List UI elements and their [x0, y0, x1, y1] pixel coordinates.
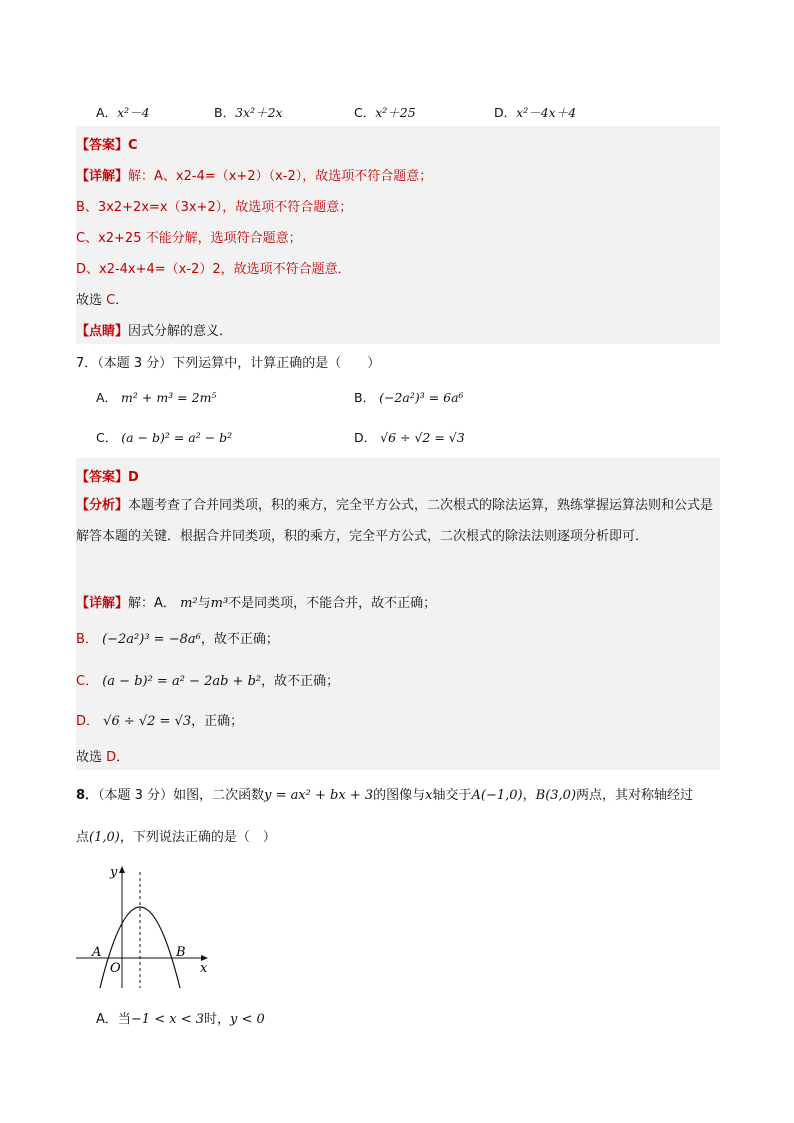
q6-option-c[interactable]: [354, 103, 416, 121]
option-label: A．: [96, 390, 118, 405]
analysis-text: 本题考查了合并同类项，积的乘方，完全平方公式，二次根式的除法运算，熟练掌握运算法则和公式是解答本题的关键．根据合并同类项，积的乘方，完全平方公式，二次根式的除法法则逐项分析即可．: [76, 498, 714, 544]
stem-text: 点: [76, 830, 90, 845]
option-label: B．: [214, 105, 236, 120]
q6-option-b[interactable]: [214, 103, 283, 121]
question-number: 8．: [76, 788, 99, 803]
detail-suffix: ，正确；: [191, 714, 244, 729]
conclusion-letter: C: [106, 293, 116, 308]
stem-var: x: [425, 788, 433, 803]
detail-mid: 与: [197, 596, 211, 611]
option-expr: √6 ÷ √2 = √3: [380, 430, 465, 445]
q8-stem-line-2: [76, 826, 276, 845]
option-expr: (a − b)² = a² − b²: [121, 430, 233, 445]
answer-letter: D: [128, 470, 139, 485]
q6-point: [76, 320, 232, 339]
answer-tag: 【答案】: [76, 138, 129, 153]
stem-text: 轴交于: [432, 788, 472, 803]
q7-answer: [76, 466, 139, 485]
option-expr: x²－4: [117, 105, 150, 120]
q6-detail-line-1: [76, 165, 432, 184]
graph-label-a: A: [92, 945, 102, 960]
option-label: A．: [96, 105, 118, 120]
conclusion-letter: D: [106, 750, 117, 765]
option-expr: 3x²＋2x: [235, 105, 283, 120]
conclusion-end: ．: [115, 293, 129, 308]
graph-label-x: x: [200, 961, 208, 976]
stem-text: 的图像与: [373, 788, 426, 803]
q7-detail-d: [76, 710, 243, 729]
option-label: C．: [354, 105, 376, 120]
graph-label-b: B: [176, 945, 186, 960]
q7-option-d[interactable]: [354, 428, 465, 446]
stem-text: 两点，其对称轴经过: [576, 788, 694, 803]
q7-stem: 7．（本题 3 分）下列运算中，计算正确的是（ ）: [76, 356, 381, 371]
detail-label: D．: [76, 714, 100, 729]
detail-text: 解：A、x2-4=（x+2）（x-2），故选项不符合题意；: [128, 169, 433, 184]
option-expr: y < 0: [230, 1012, 265, 1027]
y-axis-arrow-icon: [119, 866, 125, 873]
option-label: D．: [354, 430, 377, 445]
q6-detail-line-4: D、x2-4x+4=（x-2）2，故选项不符合题意．: [76, 262, 351, 277]
stem-text: ，下列说法正确的是（ ）: [119, 830, 276, 845]
graph-label-y: y: [110, 865, 118, 880]
option-expr: −1 < x < 3: [130, 1012, 204, 1027]
option-expr: (−2a²)³ = 6a⁶: [379, 390, 464, 405]
answer-tag: 【答案】: [76, 470, 129, 485]
q7-detail-a: [76, 592, 436, 611]
stem-point-b: B(3,0): [535, 788, 577, 803]
q7-detail-b: [76, 628, 279, 647]
point-tag: 【点睛】: [76, 324, 129, 339]
option-label: B．: [354, 390, 376, 405]
detail-tag: 【详解】: [76, 596, 129, 611]
q7-conclusion: [76, 746, 129, 765]
conclusion-text: 故选: [76, 293, 107, 308]
q7-option-a[interactable]: [96, 388, 216, 406]
answer-letter: C: [128, 138, 138, 153]
q7-analysis: [76, 490, 720, 552]
detail-expr: (a − b)² = a² − 2ab + b²: [102, 674, 262, 689]
q6-option-d[interactable]: [494, 103, 576, 121]
q7-detail-c: [76, 670, 339, 689]
option-expr: m² + m³ = 2m⁵: [121, 390, 217, 405]
q8-option-a[interactable]: [96, 1008, 265, 1027]
stem-point: (1,0): [89, 830, 120, 845]
q8-stem-line-1: [76, 784, 693, 803]
conclusion-end: ．: [116, 750, 130, 765]
q7-option-c[interactable]: [96, 428, 232, 446]
detail-expr: √6 ÷ √2 = √3: [103, 714, 192, 729]
option-label: C．: [96, 430, 118, 445]
detail-label: B．: [76, 632, 98, 647]
detail-tag: 【详解】: [76, 169, 129, 184]
point-text: 因式分解的意义．: [128, 324, 233, 339]
option-mid: 时，: [204, 1012, 231, 1027]
q6-conclusion: [76, 289, 128, 308]
parabola-graph: [70, 860, 220, 990]
detail-suffix: 不是同类项，不能合并，故不正确；: [228, 596, 437, 611]
detail-suffix: ，故不正确；: [261, 674, 340, 689]
q6-detail-line-2: B、3x2+2x=x（3x+2），故选项不符合题意；: [76, 200, 353, 215]
stem-function: y = ax² + bx + 3: [264, 788, 374, 803]
detail-expr: m²: [180, 596, 198, 611]
q6-option-a[interactable]: [96, 103, 150, 121]
graph-label-o: O: [110, 961, 121, 976]
detail-expr: m³: [210, 596, 229, 611]
detail-expr: (−2a²)³ = −8a⁶: [102, 632, 201, 647]
detail-prefix: 解：A．: [128, 596, 176, 611]
q6-detail-line-3: C、x2+25 不能分解，选项符合题意；: [76, 231, 302, 246]
detail-label: C．: [76, 674, 99, 689]
analysis-tag: 【分析】: [76, 498, 129, 513]
stem-text: ，: [522, 788, 536, 803]
stem-point-a: A(−1,0): [471, 788, 523, 803]
q6-answer: [76, 134, 138, 153]
option-expr: x²＋25: [375, 105, 416, 120]
option-expr: x²－4x＋4: [516, 105, 577, 120]
q7-option-b[interactable]: [354, 388, 464, 406]
stem-text: （本题 3 分）如图，二次函数: [98, 788, 265, 803]
conclusion-text: 故选: [76, 750, 107, 765]
option-label: D．: [494, 105, 517, 120]
detail-suffix: ，故不正确；: [200, 632, 279, 647]
option-label: A．当: [96, 1012, 131, 1027]
